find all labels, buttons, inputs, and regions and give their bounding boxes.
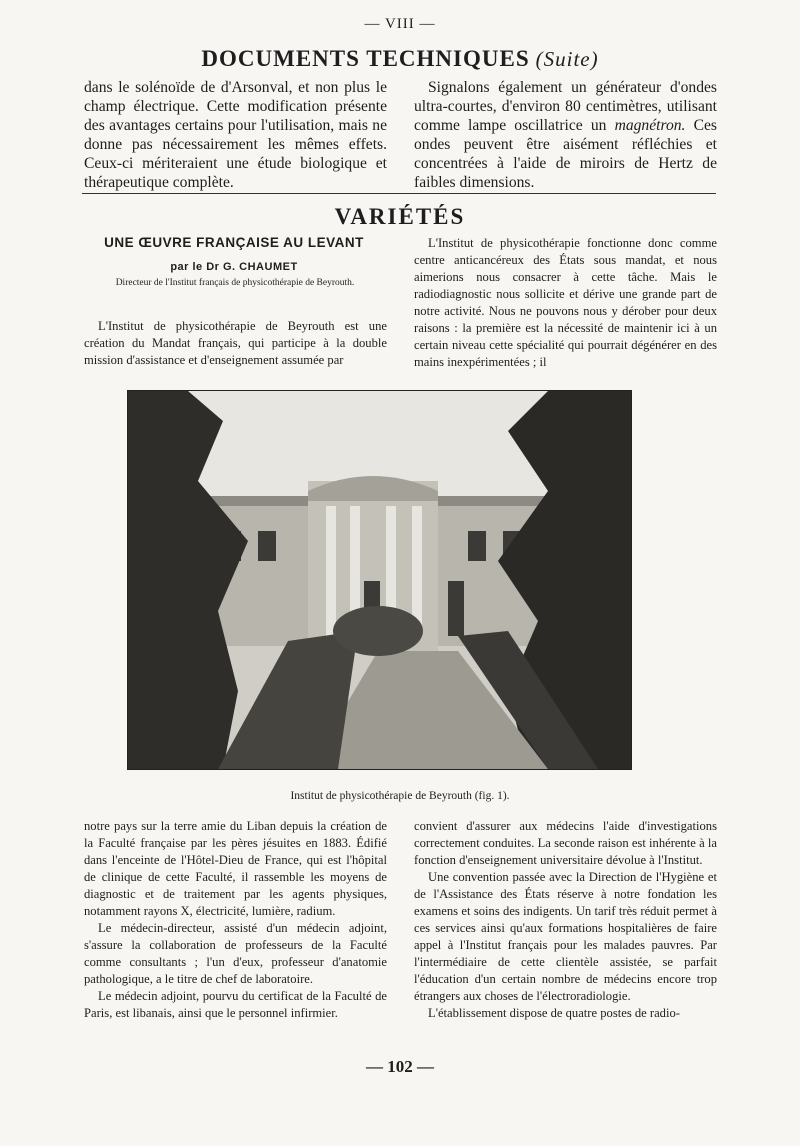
figure-caption: Institut de physicothérapie de Beyrouth (fig. 1). [290, 790, 510, 802]
top-left-paragraph: dans le solénoïde de d'Arsonval, et non plus le champ électrique. Cette modification présente des avantages certains pour l'utilisation, mais ne donne pas nécessairement les mêmes effets. Ceux-ci mériteraient une étude biologique et thérapeutique complète. [84, 79, 387, 191]
lower-right-paragraph: L'établissement dispose de quatre postes de radio- [428, 1006, 680, 1020]
lower-left-paragraph: Le médecin adjoint, pourvu du certificat de la Faculté de Paris, est libanais, ainsi que le personnel infirmier. [84, 989, 387, 1020]
intro-right-paragraph: L'Institut de physicothérapie fonctionne donc comme centre anticancéreux des États sous mandat, et nous aimerions nous consacrer à cette tâche. Mais le radiodiagnostic nous sollicite et dérive une grande part de notre activité. Nous ne pouvons nous y dérober pour deux raisons : la première est la nécessité de maintenir ici à un certain niveau cette spécialité qui pourrait dégénérer en des mains inexpérimentées ; il [414, 236, 717, 369]
lower-right-column [414, 818, 717, 1022]
lower-right-paragraph: Une convention passée avec la Direction de l'Hygiène et de l'Assistance des États réserve à notre fondation les examens et soins des indigents. Un tarif très réduit permet à ces services ainsi qu'aux formations hospitalières de faire appel à l'Institut français pour les malades pauvres. Par l'intermédiaire de cette clientèle assistée, se parfait l'éducation d'un certain nombre de médecins encore trop étrangers aux choses de l'électroradiologie. [414, 870, 717, 1003]
lower-left-column [84, 818, 387, 1022]
page-number: — 102 — [366, 1057, 434, 1076]
top-right-text-after: Ces ondes peuvent être aisément réfléchies et concentrées à l'aide de miroirs de Hertz de faibles dimensions. [414, 117, 717, 191]
lower-left-paragraph: Le médecin-directeur, assisté d'un médecin adjoint, s'assure la collaboration de professeurs de la Faculté comme consultants ; l'un d'eux, professeur d'anatomie pathologique, a le titre de chef de laboratoire. [84, 921, 387, 986]
top-right-text-italic: magnétron. [614, 117, 686, 134]
lower-left-paragraph: notre pays sur la terre amie du Liban depuis la création de la Faculté française par les pères jésuites en 1883. Édifié dans l'enceinte de l'Hôtel-Dieu de France, qui est l'hôpital de clinique de cette Faculté, il rassemble les moyens de diagnostic et de traitement par les agents physiques, notamment rayons X, électricité, lumière, radium. [84, 819, 387, 918]
top-right-column [414, 78, 717, 192]
intro-right-column [414, 235, 717, 371]
lower-right-paragraph: convient d'assurer aux médecins l'aide d'investigations correctement conduites. La seconde raison est inhérente à la fonction d'enseignement universitaire dévolue à l'Institut. [414, 819, 717, 867]
document-title-main: DOCUMENTS TECHNIQUES [201, 46, 530, 71]
section-title: VARIÉTÉS [334, 204, 466, 229]
top-left-column [84, 78, 387, 192]
top-right-paragraph [414, 78, 717, 192]
intro-left-column [84, 318, 387, 369]
author-affiliation: Directeur de l'Institut français de physicothérapie de Beyrouth. [115, 278, 355, 288]
section-divider [82, 193, 716, 194]
document-title-suffix: (Suite) [535, 47, 599, 71]
article-author: par le Dr G. CHAUMET [170, 261, 298, 273]
intro-left-paragraph: L'Institut de physicothérapie de Beyrouth est une création du Mandat français, qui participe à la double mission d'assistance et d'enseignement assumée par [84, 319, 387, 367]
institute-photograph [127, 390, 632, 770]
top-right-text-before: Signalons également un générateur d'ondes ultra-courtes, d'environ 80 centimètres, utilisant comme lampe oscillatrice un [414, 79, 717, 134]
page-number-roman: — VIII — [364, 16, 436, 32]
document-title [0, 46, 800, 72]
article-title: UNE ŒUVRE FRANÇAISE AU LEVANT [104, 235, 364, 250]
institute-photo-drawing [128, 391, 631, 769]
